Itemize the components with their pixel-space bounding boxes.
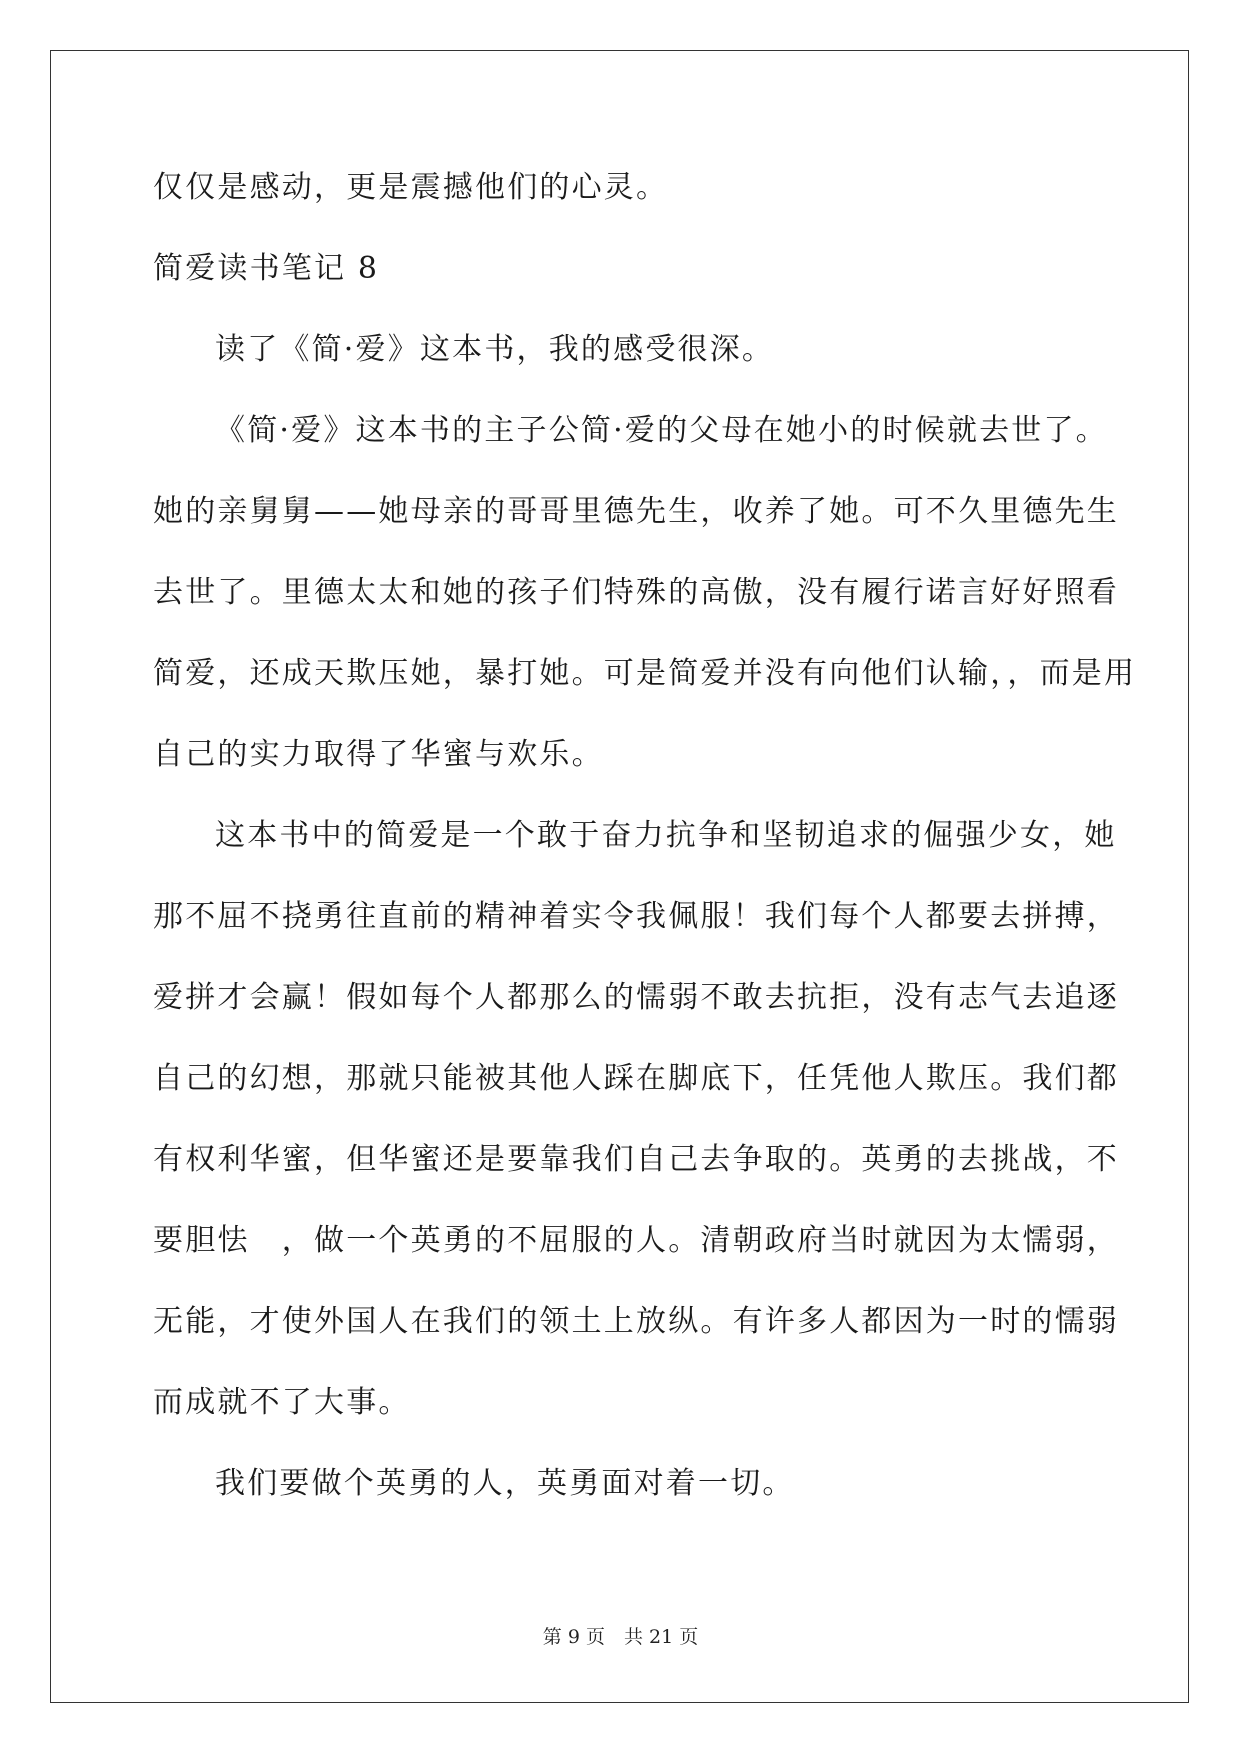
text-line: 自己的实力取得了华蜜与欢乐。: [153, 737, 604, 772]
text-line: 那不屈不挠勇往直前的精神着实令我佩服！我们每个人都要去拼搏，: [153, 899, 1119, 934]
text-line: 自己的幻想，那就只能被其他人踩在脚底下，任凭他人欺压。我们都: [153, 1061, 1119, 1096]
paragraph-first-line: 这本书中的简爱是一个敢于奋力抗争和坚韧追求的倔强少女，她: [215, 818, 1117, 853]
page-frame: [50, 50, 1189, 1703]
text-line: 无能，才使外国人在我们的领土上放纵。有许多人都因为一时的懦弱: [153, 1304, 1119, 1339]
paragraph-first-line: 《简·爱》这本书的主子公简·爱的父母在她小的时候就去世了。: [215, 413, 1108, 448]
paragraph-first-line: 我们要做个英勇的人，英勇面对着一切。: [215, 1466, 795, 1501]
text-line: 她的亲舅舅——她母亲的哥哥里德先生，收养了她。可不久里德先生: [153, 494, 1119, 529]
page-number-footer: 第 9 页 共 21 页: [542, 1626, 699, 1648]
text-line: 爱拼才会赢！假如每个人都那么的懦弱不敢去抗拒，没有志气去追逐: [153, 980, 1119, 1015]
text-line: 而成就不了大事。: [153, 1385, 411, 1420]
text-line: 去世了。里德太太和她的孩子们特殊的高傲，没有履行诺言好好照看: [153, 575, 1119, 610]
text-line: 有权利华蜜，但华蜜还是要靠我们自己去争取的。英勇的去挑战，不: [153, 1142, 1119, 1177]
text-line: 简爱，还成天欺压她，暴打她。可是简爱并没有向他们认输，，而是用: [153, 656, 1137, 691]
text-line: 要胆怯 ，做一个英勇的不屈服的人。清朝政府当时就因为太懦弱，: [153, 1223, 1119, 1258]
section-heading: 简爱读书笔记 8: [153, 251, 380, 286]
text-line: 仅仅是感动，更是震撼他们的心灵。: [153, 170, 669, 205]
paragraph-first-line: 读了《简·爱》这本书，我的感受很深。: [215, 332, 775, 367]
